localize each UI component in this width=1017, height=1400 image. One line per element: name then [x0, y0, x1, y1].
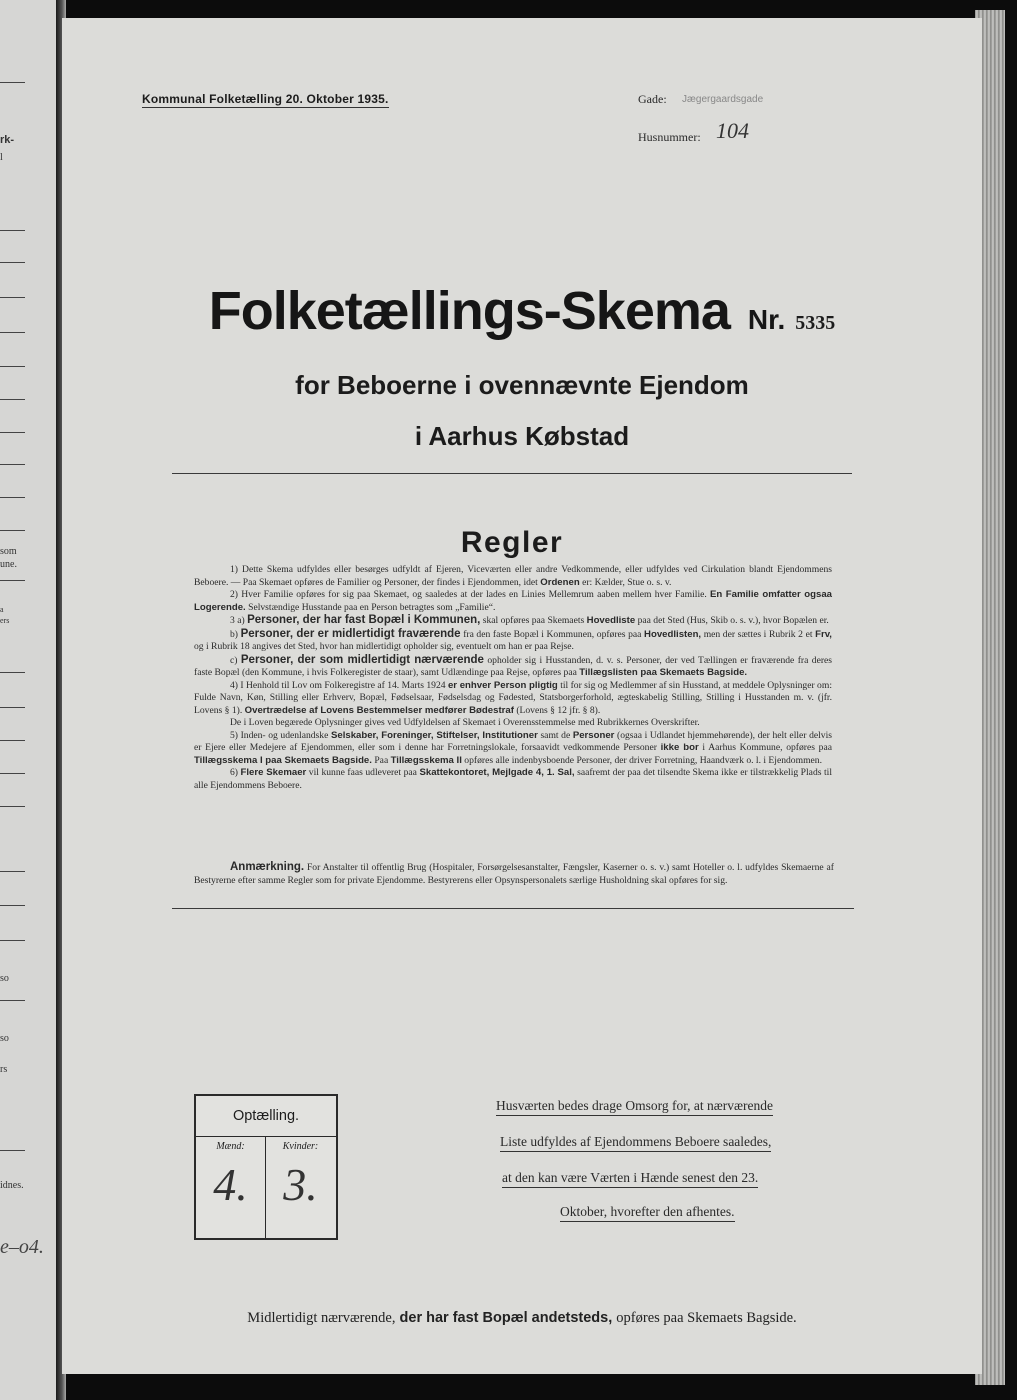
left-fragment: l	[0, 152, 3, 163]
left-rule	[0, 366, 25, 367]
left-rule	[0, 672, 25, 673]
left-rule	[0, 871, 25, 872]
left-fragment: a	[0, 605, 4, 614]
left-fragment: ers	[0, 616, 10, 625]
divider	[172, 908, 854, 909]
rule-5: 5) Inden- og udenlandske Selskaber, Foreninger, Stiftelser, Institutioner samt de Personer (ogsaa i Udlandet hjemmehørende), der helt eller delvis er Ejere eller Medejere af Ejendommen, eller som i denne har Forretningslokale, forsaavidt vedkommende Personer ikke bor i Aarhus Kommune, opføres paa Tillægsskema I paa Skemaets Bagside. Paa Tillægsskema II opføres alle indenbysboende Personer, der driver Forretning, Haandværk o. l. i Ejendommen.	[194, 729, 832, 766]
left-handwriting: e–o4.	[0, 1236, 44, 1258]
left-rule	[0, 262, 25, 263]
notice-line-3: at den kan være Værten i Hænde senest den 23.	[502, 1170, 758, 1188]
footer-pre: Midlertidigt nærværende,	[247, 1310, 396, 1326]
rules-text	[194, 564, 832, 792]
left-rule	[0, 773, 25, 774]
left-rule	[0, 432, 25, 433]
kvinder-label: Kvinder:	[282, 1141, 319, 1152]
rule-3c: c) Personer, der som midlertidigt nærværende opholder sig i Husstanden, d. v. s. Personer, der ved Tællingen er fraværende fra deres faste Bopæl (den Kommune, i hvis Folkeregister de staar), samt Udlændinge paa Rejse, opføres paa Tillægslisten paa Skemaets Bagside.	[194, 653, 833, 678]
divider	[172, 473, 852, 474]
kvinder-column	[266, 1136, 335, 1238]
rule-4b: De i Loven begærede Oplysninger gives ved Udfyldelsen af Skemaet i Overensstemmelse med Rubrikkernes Overskrifter.	[230, 717, 700, 728]
left-fragment: une.	[0, 559, 17, 570]
husnummer-label: Husnummer:	[638, 130, 701, 144]
left-rule	[0, 940, 25, 941]
left-rule	[0, 230, 25, 231]
left-rule	[0, 82, 25, 83]
left-rule	[0, 1150, 25, 1151]
left-rule	[0, 806, 25, 807]
rule-2: 2) Hver Familie opføres for sig paa Skemaet, og saaledes at der lades en Linies Mellemrum aaben mellem hver Familie. En Familie omfatter ogsaa Logerende. Selvstændige Husstande paa en Person betragtes som „Familie“.	[194, 589, 832, 613]
rules-heading: Regler	[460, 526, 564, 559]
left-fragment: idnes.	[0, 1180, 24, 1191]
footer-bold: der har fast Bopæl andetsteds,	[399, 1310, 613, 1326]
form-title-main: Folketællings-Skema	[208, 281, 730, 341]
footer-note	[62, 1310, 982, 1327]
gade-label: Gade:	[638, 92, 667, 106]
husnummer-value: 104	[716, 118, 749, 143]
left-fragment: rk-	[0, 134, 15, 146]
left-fragment: som	[0, 546, 17, 557]
notice-line-4: Oktober, hvorefter den afhentes.	[560, 1204, 735, 1222]
form-subtitle-1: for Beboerne i ovennævnte Ejendom	[295, 370, 749, 400]
left-rule	[0, 905, 25, 906]
left-rule	[0, 297, 25, 298]
left-rule	[0, 530, 25, 531]
footer-post: opføres paa Skemaets Bagside.	[616, 1310, 797, 1326]
census-header-title: Kommunal Folketælling 20. Oktober 1935.	[142, 92, 389, 106]
left-rule	[0, 497, 25, 498]
left-rule	[0, 1000, 25, 1001]
left-rule	[0, 399, 25, 400]
form-number-value: 5335	[795, 312, 836, 334]
notice-line-2: Liste udfyldes af Ejendommens Beboere saaledes,	[500, 1134, 771, 1152]
census-form-page	[62, 18, 982, 1374]
optaelling-title: Optælling.	[196, 1096, 336, 1137]
rule-1: 1) Dette Skema udfyldes eller besørges udfyldt af Ejeren, Viceværten eller andre Vedkommende, eller udfyldes ved Cirkulation blandt Ejendommens Beboere. — Paa Skemaet opføres de Familier og Personer, der findes i Ejendommen, idet Ordenen er: Kælder, Stue o. s. v.	[194, 564, 832, 588]
rule-4: 4) I Henhold til Lov om Folkeregistre af 14. Marts 1924 er enhver Person pligtig til for sig og Medlemmer af sin Husstand, at meddele Oplysninger om: Fulde Navn, Køn, Stilling eller Erhverv, Bopæl, Fødselsaar, Fødselsdag og Fødested, Statsborgerforhold, ægteskabelig Stilling, Stilling i Husstanden m. v. (jfr. Lovens § 1). Overtrædelse af Lovens Bestemmelser medfører Bødestraf (Lovens § 12 jfr. § 8).	[194, 679, 832, 716]
maend-column	[196, 1136, 266, 1238]
anmaerkning	[194, 861, 834, 887]
anmaerkning-text: For Anstalter til offentlig Brug (Hospitaler, Forsørgelsesanstalter, Fængsler, Kaserner o. s. v.) samt Hoteller o. l. udfyldes Skemaerne af Bestyrerne efter samme Regler som for private Ejendomme. Bestyrerens eller Opsynspersonalets særlige Husholdning skal opføres for sig.	[194, 862, 834, 886]
anmaerkning-heading: Anmærkning.	[230, 861, 305, 873]
rule-3a: 3 a) Personer, der har fast Bopæl i Kommunen, skal opføres paa Skemaets Hovedliste paa det Sted (Hus, Skib o. s. v.), hvor Bopælen er.	[230, 614, 829, 626]
left-rule	[0, 707, 25, 708]
left-rule	[0, 580, 25, 581]
form-number-label: Nr.	[747, 304, 786, 335]
rule-6: 6) Flere Skemaer vil kunne faas udleveret paa Skattekontoret, Mejlgade 4, 1. Sal, saafremt der paa det tilsendte Skema ikke er tilstrækkelig Plads til alle Ejendommens Beboere.	[194, 767, 832, 791]
optaelling-box	[194, 1094, 338, 1240]
notice-line-1: Husværten bedes drage Omsorg for, at nærværende	[496, 1098, 773, 1116]
maend-count: 4.	[213, 1159, 248, 1210]
left-fragment: rs	[0, 1064, 8, 1075]
left-rule	[0, 332, 25, 333]
left-fragment: so	[0, 1033, 9, 1044]
left-rule	[0, 464, 25, 465]
left-rule	[0, 740, 25, 741]
form-title	[62, 280, 982, 342]
kvinder-count: 3.	[283, 1159, 318, 1210]
gade-value: Jægergaardsgade	[682, 94, 764, 105]
rule-3b: b) Personer, der er midlertidigt fraværende fra den faste Bopæl i Kommunen, opføres paa Hovedlisten, men der sættes i Rubrik 2 et Frv, og i Rubrik 18 angives det Sted, hvor han midlertidigt opholder sig, eventuelt om han er paa Rejse.	[194, 627, 832, 652]
maend-label: Mænd:	[216, 1141, 245, 1152]
left-fragment: so	[0, 973, 9, 984]
left-page-fragment	[0, 0, 60, 1400]
form-subtitle-2: i Aarhus Købstad	[414, 421, 630, 451]
